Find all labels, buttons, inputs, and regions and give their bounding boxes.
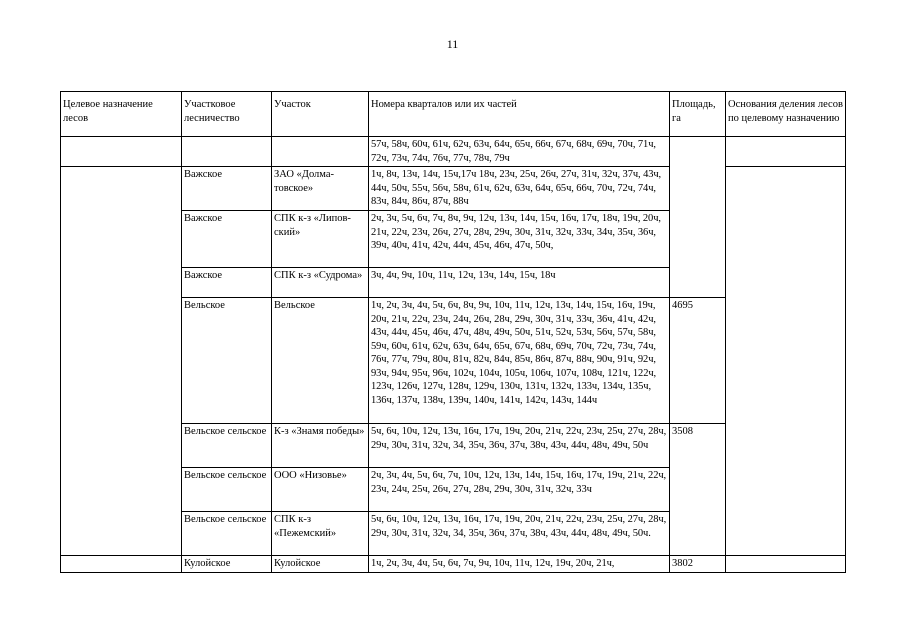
cell-purpose xyxy=(61,137,182,167)
cell-purpose xyxy=(61,556,182,573)
cell-site: К-з «Знамя победы» xyxy=(272,424,369,468)
cell-forestry: Вельское сельское xyxy=(182,424,272,468)
cell-basis xyxy=(726,556,846,573)
cell-basis xyxy=(726,137,846,167)
header-area: Площадь, га xyxy=(670,92,726,137)
cell-quarters: 2ч, 3ч, 5ч, 6ч, 7ч, 8ч, 9ч, 12ч, 13ч, 14ч, 15ч, 16ч, 17ч, 18ч, 19ч, 20ч, 21ч, 22ч, 23ч, 26ч, 27ч, 28ч, 29ч, 30ч, 31ч, 32ч, 33ч, 34ч, 35ч, 36ч, 39ч, 40ч, 41ч, 42ч, 44ч, 45ч, 46ч, 47ч, 50ч, xyxy=(369,211,670,268)
table-row xyxy=(61,137,846,167)
cell-area: 4695 xyxy=(670,298,726,424)
cell-forestry: Важское xyxy=(182,211,272,268)
cell-area xyxy=(670,137,726,167)
cell-purpose xyxy=(61,167,182,556)
header-site: Участок xyxy=(272,92,369,137)
header-quarters: Номера кварталов или их частей xyxy=(369,92,670,137)
cell-basis xyxy=(726,167,846,556)
cell-quarters: 1ч, 8ч, 13ч, 14ч, 15ч,17ч 18ч, 23ч, 25ч, 26ч, 27ч, 31ч, 32ч, 37ч, 43ч, 44ч, 50ч, 55ч, 56ч, 58ч, 61ч, 62ч, 63ч, 64ч, 65ч, 66ч, 70ч, 72ч, 74ч, 83ч, 84ч, 86ч, 87ч, 88ч xyxy=(369,167,670,211)
cell-forestry: Важское xyxy=(182,268,272,298)
cell-quarters: 1ч, 2ч, 3ч, 4ч, 5ч, 6ч, 8ч, 9ч, 10ч, 11ч, 12ч, 13ч, 14ч, 15ч, 16ч, 19ч, 20ч, 21ч, 22ч, 23ч, 24ч, 26ч, 28ч, 29ч, 30ч, 31ч, 33ч, 36ч, 41ч, 42ч, 43ч, 44ч, 45ч, 46ч, 47ч, 48ч, 49ч, 50ч, 51ч, 52ч, 53ч, 56ч, 57ч, 58ч, 59ч, 60ч, 61ч, 62ч, 63ч, 64ч, 65ч, 67ч, 68ч, 69ч, 70ч, 72ч, 73ч, 74ч, 76ч, 77ч, 79ч, 80ч, 81ч, 82ч, 84ч, 85ч, 86ч, 87ч, 88ч, 90ч, 91ч, 92ч, 93ч, 94ч, 95ч, 96ч, 102ч, 104ч, 105ч, 106ч, 107ч, 108ч, 121ч, 122ч, 123ч, 126ч, 127ч, 128ч, 129ч, 130ч, 131ч, 132ч, 133ч, 134ч, 135ч, 136ч, 137ч, 138ч, 139ч, 140ч, 141ч, 142ч, 143ч, 144ч xyxy=(369,298,670,424)
cell-quarters: 2ч, 3ч, 4ч, 5ч, 6ч, 7ч, 10ч, 12ч, 13ч, 14ч, 15ч, 16ч, 17ч, 19ч, 21ч, 22ч, 23ч, 24ч, 25ч, 26ч, 27ч, 28ч, 29ч, 30ч, 31ч, 32ч, 33ч xyxy=(369,468,670,512)
cell-site: ЗАО «Долма-товское» xyxy=(272,167,369,211)
cell-site: СПК к-з «Липов-ский» xyxy=(272,211,369,268)
header-purpose: Целевое назначение лесов xyxy=(61,92,182,137)
cell-site: ООО «Низовье» xyxy=(272,468,369,512)
cell-forestry xyxy=(182,137,272,167)
cell-quarters: 1ч, 2ч, 3ч, 4ч, 5ч, 6ч, 7ч, 9ч, 10ч, 11ч, 12ч, 19ч, 20ч, 21ч, xyxy=(369,556,670,573)
cell-quarters: 3ч, 4ч, 9ч, 10ч, 11ч, 12ч, 13ч, 14ч, 15ч, 18ч xyxy=(369,268,670,298)
cell-quarters: 57ч, 58ч, 60ч, 61ч, 62ч, 63ч, 64ч, 65ч, 66ч, 67ч, 68ч, 69ч, 70ч, 71ч, 72ч, 73ч, 74ч, 76ч, 77ч, 78ч, 79ч xyxy=(369,137,670,167)
cell-site: Вельское xyxy=(272,298,369,424)
header-basis: Основания деления лесов по целевому назначению xyxy=(726,92,846,137)
page-number: 11 xyxy=(446,37,459,51)
cell-area: 3802 xyxy=(670,556,726,573)
table-row xyxy=(61,167,846,211)
cell-site: Кулойское xyxy=(272,556,369,573)
table-header-row xyxy=(61,92,846,137)
cell-site: СПК к-з «Судрома» xyxy=(272,268,369,298)
forest-table xyxy=(60,91,846,573)
cell-site: СПК к-з «Пежемский» xyxy=(272,512,369,556)
header-forestry: Участковое лесничество xyxy=(182,92,272,137)
cell-forestry: Кулойское xyxy=(182,556,272,573)
cell-forestry: Вельское сельское xyxy=(182,512,272,556)
cell-area xyxy=(670,167,726,298)
cell-forestry: Важское xyxy=(182,167,272,211)
cell-area: 3508 xyxy=(670,424,726,556)
cell-forestry: Вельское сельское xyxy=(182,468,272,512)
cell-forestry: Вельское xyxy=(182,298,272,424)
cell-site xyxy=(272,137,369,167)
table-row xyxy=(61,556,846,573)
cell-quarters: 5ч, 6ч, 10ч, 12ч, 13ч, 16ч, 17ч, 19ч, 20ч, 21ч, 22ч, 23ч, 25ч, 27ч, 28ч, 29ч, 30ч, 31ч, 32ч, 34, 35ч, 36ч, 37ч, 38ч, 43ч, 44ч, 48ч, 49ч, 50ч xyxy=(369,424,670,468)
cell-quarters: 5ч, 6ч, 10ч, 12ч, 13ч, 16ч, 17ч, 19ч, 20ч, 21ч, 22ч, 23ч, 25ч, 27ч, 28ч, 29ч, 30ч, 31ч, 32ч, 34, 35ч, 36ч, 37ч, 38ч, 43ч, 44ч, 48ч, 49ч, 50ч. xyxy=(369,512,670,556)
